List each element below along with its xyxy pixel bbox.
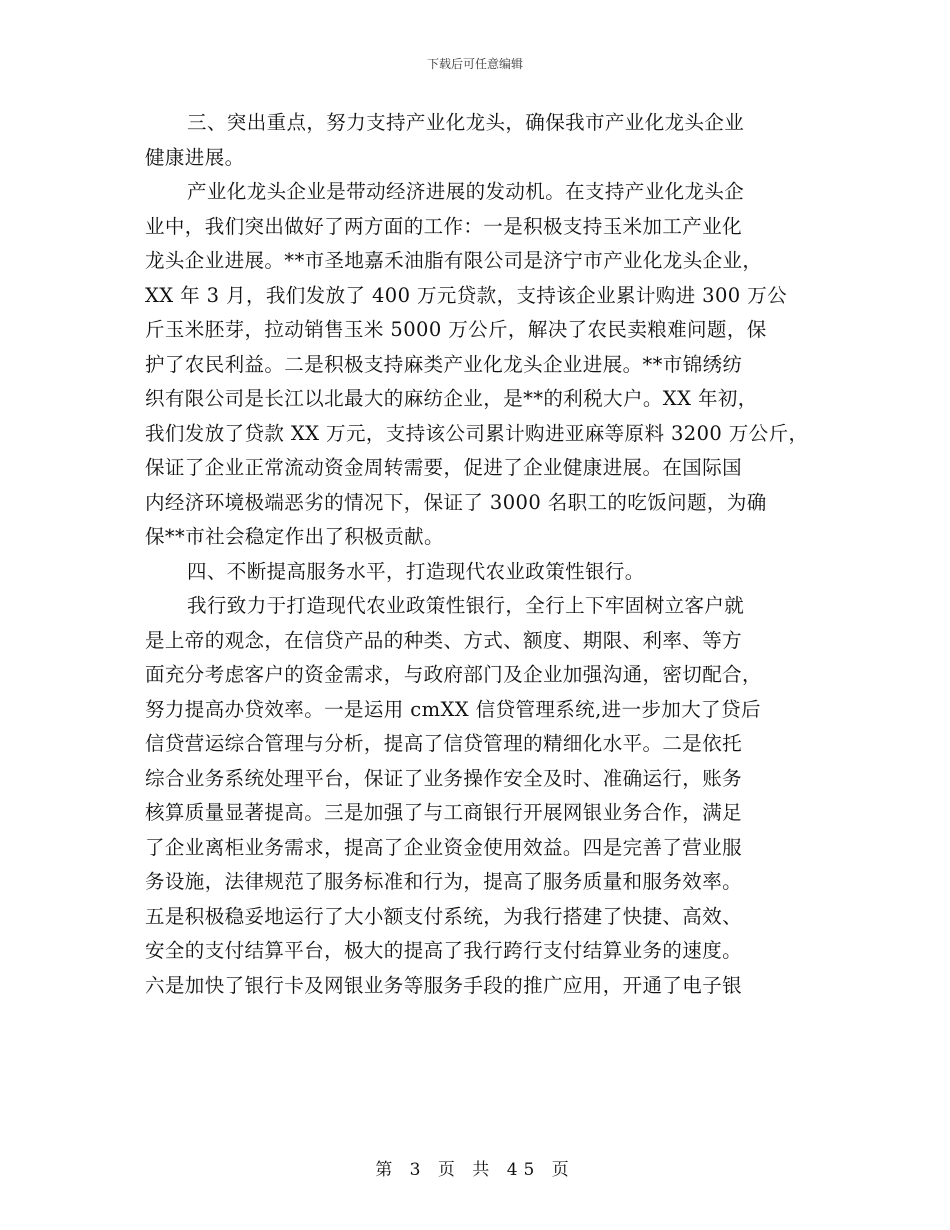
text-line: 保**市社会稳定作出了积极贡献。 (145, 525, 444, 548)
text-line: 我们发放了贷款 XX 万元，支持该公司累计购进亚麻等原料 3200 万公斤， (145, 421, 809, 445)
text-line: 是上帝的观念，在信贷产品的种类、方式、额度、期限、利率、等方 (145, 628, 743, 652)
text-line: 斤玉米胚芽，拉动销售玉米 5000 万公斤，解决了农民卖粮难问题，保 (145, 318, 767, 341)
text-line: 三、突出重点，努力支持产业化龙头，确保我市产业化龙头企业 (187, 111, 745, 134)
text-line: 核算质量显著提高。三是加强了与工商银行开展网银业务合作，满足 (145, 801, 743, 824)
text-line: 业中，我们突出做好了两方面的工作：一是积极支持玉米加工产业化 (145, 214, 743, 238)
document-body (145, 106, 810, 1003)
text-line: 健康进展。 (145, 145, 245, 169)
page-header: 下载后可任意编辑 (426, 57, 523, 71)
text-line: 了企业离柜业务需求，提高了企业资金使用效益。四是完善了营业服 (145, 835, 743, 859)
text-line: 五是积极稳妥地运行了大小额支付系统，为我行搭建了快捷、高效、 (145, 904, 743, 928)
text-line: 四、不断提高服务水平，打造现代农业政策性银行。 (187, 559, 645, 583)
page-footer: 第 3 页 共 45 页 (375, 1160, 575, 1180)
text-line: XX 年 3 月，我们发放了 400 万元贷款，支持该企业累计购进 300 万公 (145, 283, 787, 307)
text-line: 安全的支付结算平台，极大的提高了我行跨行支付结算业务的速度。 (145, 939, 743, 962)
text-line: 综合业务系统处理平台，保证了业务操作安全及时、准确运行，账务 (145, 766, 743, 790)
text-line: 面充分考虑客户的资金需求，与政府部门及企业加强沟通，密切配合， (145, 663, 762, 686)
text-line: 保证了企业正常流动资金周转需要，促进了企业健康进展。在国际国 (145, 456, 743, 479)
text-line: 我行致力于打造现代农业政策性银行，全行上下牢固树立客户就 (187, 594, 745, 617)
text-line: 努力提高办贷效率。一是运用 cmXX 信贷管理系统,进一步加大了贷后 (145, 697, 761, 721)
text-line: 内经济环境极端恶劣的情况下，保证了 3000 名职工的吃饭问题，为确 (145, 490, 767, 514)
text-line: 织有限公司是长江以北最大的麻纺企业，是**的利税大户。XX 年初， (145, 387, 758, 410)
text-line: 六是加快了银行卡及网银业务等服务手段的推广应用，开通了电子银 (145, 973, 743, 997)
text-line: 龙头企业进展。**市圣地嘉禾油脂有限公司是济宁市产业化龙头企业， (145, 249, 763, 272)
text-line: 产业化龙头企业是带动经济进展的发动机。在支持产业化龙头企 (187, 180, 745, 203)
text-line: 信贷营运综合管理与分析，提高了信贷管理的精细化水平。二是依托 (145, 732, 743, 755)
text-line: 务设施，法律规范了服务标准和行为，提高了服务质量和服务效率。 (145, 870, 743, 893)
text-line: 护了农民利益。二是积极支持麻类产业化龙头企业进展。**市锦绣纺 (145, 352, 743, 376)
